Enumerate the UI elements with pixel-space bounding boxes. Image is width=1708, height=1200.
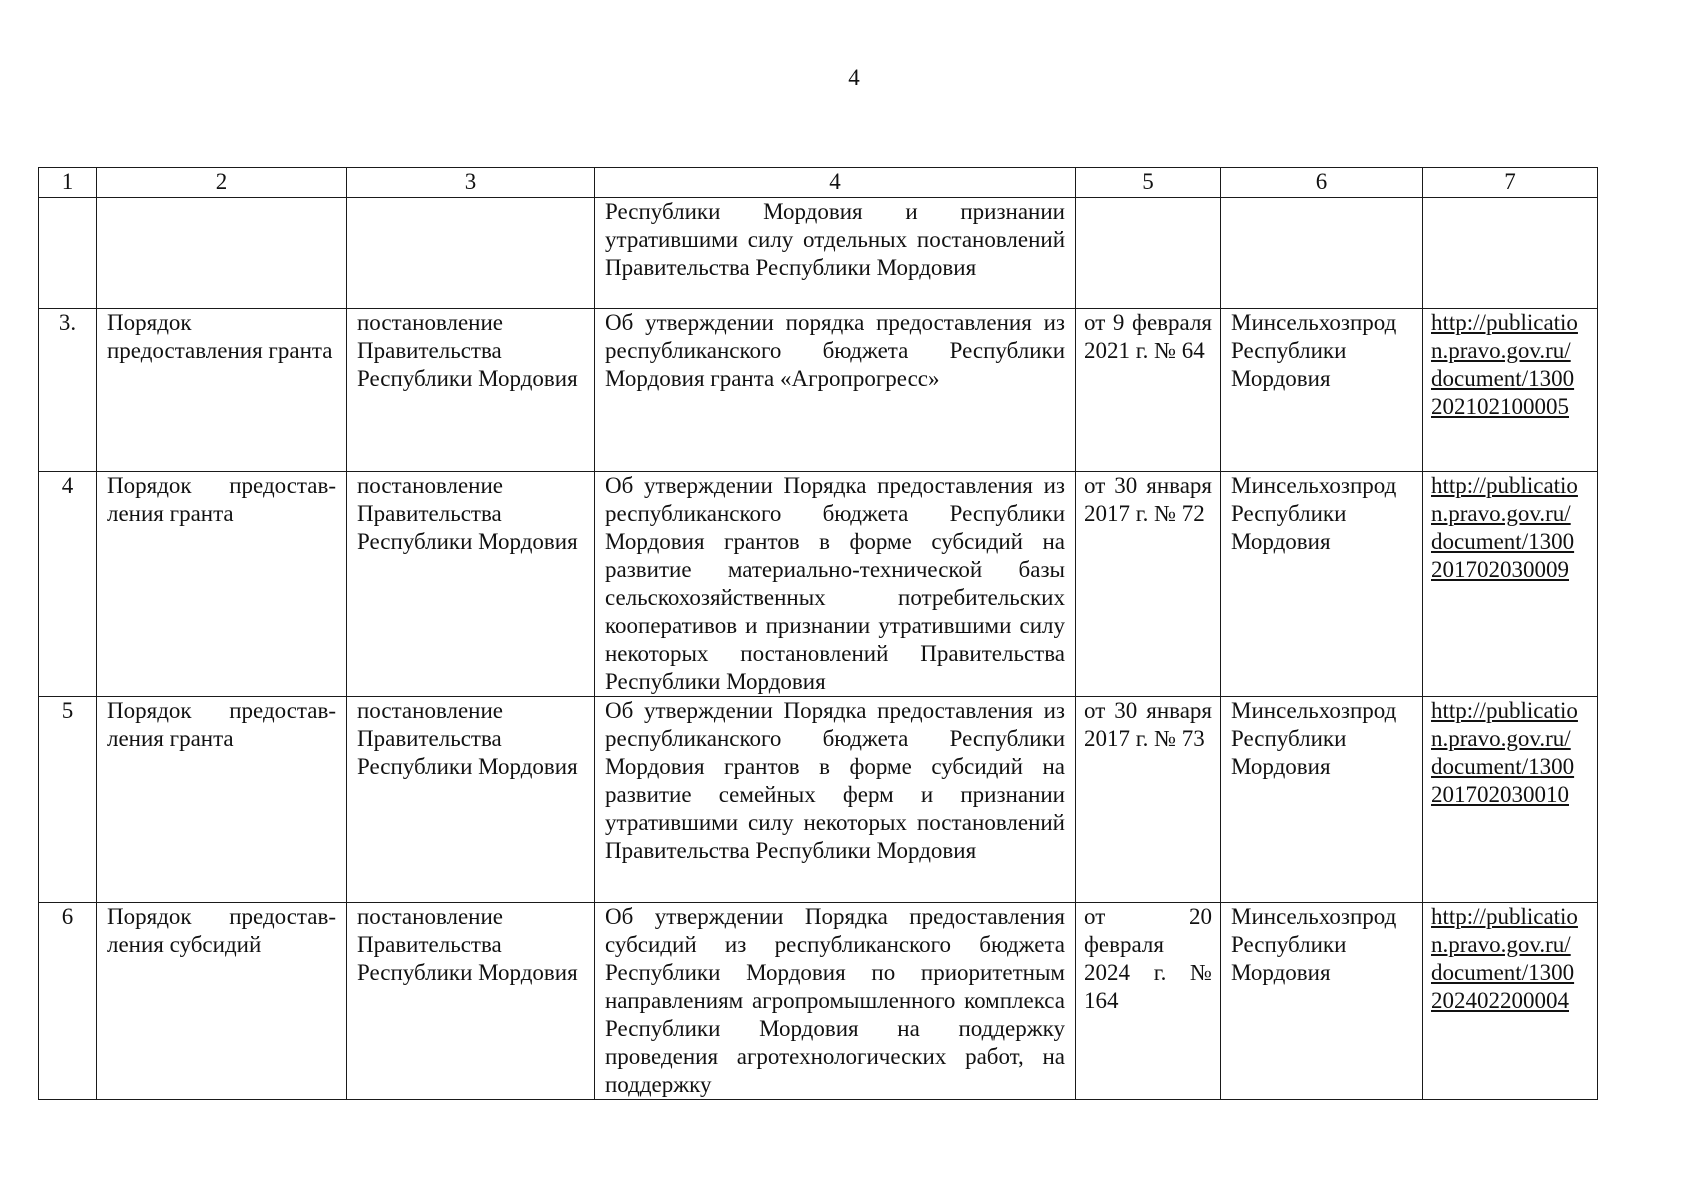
document-title: Республики Мордовия и признании утратившими силу отдельных постановлений Правительства Республики Мордовия: [595, 198, 1076, 309]
responsible-agency: Минсельхозпрод Республики Мордовия: [1221, 472, 1423, 697]
document-link-cell: [1423, 697, 1598, 903]
responsible-agency: [1221, 198, 1423, 309]
document-name: Порядок предостав-ления субсидий: [97, 903, 347, 1100]
column-number-5: 5: [1076, 168, 1221, 198]
document-link[interactable]: http://publication.pravo.gov.ru/document/1300201702030010: [1431, 698, 1578, 807]
document-type: постановление Правительства Республики Мордовия: [347, 309, 595, 472]
row-number: 3.: [39, 309, 97, 472]
document-date: от 20 февраля 2024 г. № 164: [1076, 903, 1221, 1100]
column-number-1: 1: [39, 168, 97, 198]
document-link-cell: [1423, 198, 1598, 309]
column-number-row: [39, 168, 1598, 198]
documents-table: [38, 167, 1598, 1100]
document-date: от 9 февраля 2021 г. № 64: [1076, 309, 1221, 472]
document-name: Порядок предостав-ления гранта: [97, 472, 347, 697]
document-date: [1076, 198, 1221, 309]
document-type: постановление Правительства Республики Мордовия: [347, 697, 595, 903]
document-title: Об утверждении Порядка предоставления из республиканского бюджета Республики Мордовия грантов в форме субсидий на развитие материально-технической базы сельскохозяйственных потребительских кооперативов и признании утратившими силу некоторых постановлений Правительства Республики Мордовия: [595, 472, 1076, 697]
document-link-cell: [1423, 309, 1598, 472]
column-number-4: 4: [595, 168, 1076, 198]
table-row: [39, 198, 1598, 309]
document-type: постановление Правительства Республики Мордовия: [347, 903, 595, 1100]
document-date: от 30 января 2017 г. № 73: [1076, 697, 1221, 903]
document-name: Порядок предоставления гранта: [97, 309, 347, 472]
row-number: 6: [39, 903, 97, 1100]
document-link[interactable]: http://publication.pravo.gov.ru/document/1300202402200004: [1431, 904, 1578, 1013]
document-title: Об утверждении порядка предоставления из республиканского бюджета Республики Мордовия гранта «Агропрогресс»: [595, 309, 1076, 472]
document-title: Об утверждении Порядка предоставления из республиканского бюджета Республики Мордовия грантов в форме субсидий на развитие семейных ферм и признании утратившими силу некоторых постановлений Правительства Республики Мордовия: [595, 697, 1076, 903]
document-name: Порядок предостав-ления гранта: [97, 697, 347, 903]
column-number-7: 7: [1423, 168, 1598, 198]
responsible-agency: Минсельхозпрод Республики Мордовия: [1221, 309, 1423, 472]
responsible-agency: Минсельхозпрод Республики Мордовия: [1221, 697, 1423, 903]
document-name: [97, 198, 347, 309]
table-row: [39, 472, 1598, 697]
document-type: постановление Правительства Республики Мордовия: [347, 472, 595, 697]
row-number: [39, 198, 97, 309]
row-number: 5: [39, 697, 97, 903]
page-number: 4: [848, 65, 860, 90]
column-number-3: 3: [347, 168, 595, 198]
table-row: [39, 309, 1598, 472]
table-row: [39, 697, 1598, 903]
document-link-cell: [1423, 472, 1598, 697]
responsible-agency: Минсельхозпрод Республики Мордовия: [1221, 903, 1423, 1100]
row-number: 4: [39, 472, 97, 697]
document-title: Об утверждении Порядка предоставления субсидий из республиканского бюджета Республики Мордовия по приоритетным направлениям агропромышленного комплекса Республики Мордовия на поддержку проведения агротехнологических работ, на поддержку: [595, 903, 1076, 1100]
document-date: от 30 января 2017 г. № 72: [1076, 472, 1221, 697]
column-number-2: 2: [97, 168, 347, 198]
document-link-cell: [1423, 903, 1598, 1100]
document-type: [347, 198, 595, 309]
document-link[interactable]: http://publication.pravo.gov.ru/document/1300201702030009: [1431, 473, 1578, 582]
column-number-6: 6: [1221, 168, 1423, 198]
table-row: [39, 903, 1598, 1100]
document-link[interactable]: http://publication.pravo.gov.ru/document/1300202102100005: [1431, 310, 1578, 419]
